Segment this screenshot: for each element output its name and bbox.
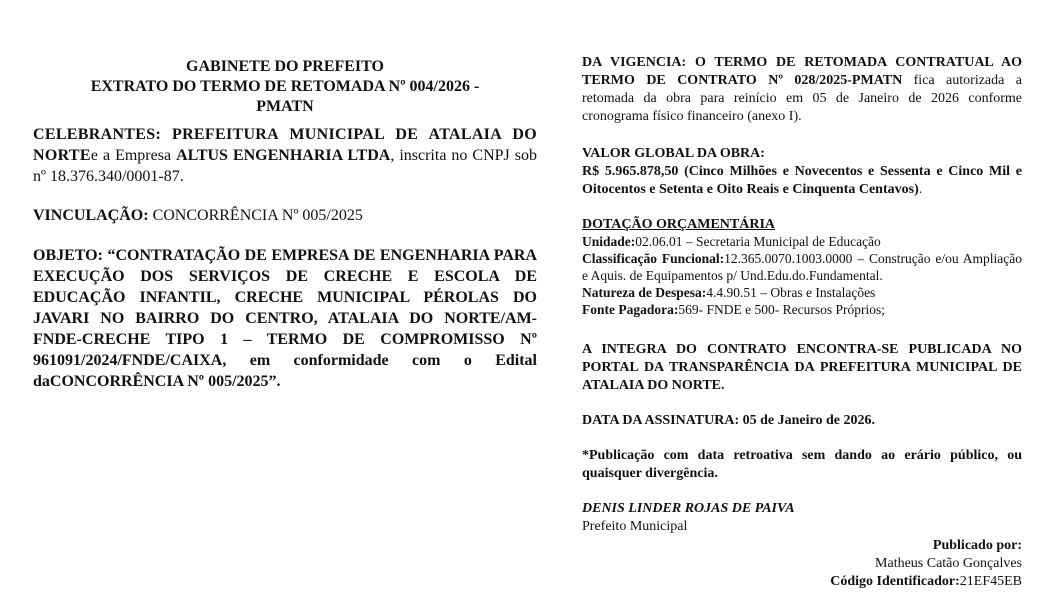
dotacao-unidade — [582, 233, 1022, 250]
vinculacao-paragraph — [33, 205, 537, 226]
celebrantes-paragraph — [33, 124, 537, 187]
vinculacao-value: CONCORRÊNCIA Nº 005/2025 — [148, 207, 363, 224]
fonte-label: Fonte Pagadora: — [582, 302, 679, 317]
unidade-value: 02.06.01 – Secretaria Municipal de Educação — [635, 234, 881, 249]
code-value: 21EF45EB — [959, 574, 1022, 589]
published-block — [582, 537, 1022, 591]
dotacao-title: DOTAÇÃO ORÇAMENTÁRIA — [582, 217, 776, 232]
signatory-role: Prefeito Municipal — [582, 519, 688, 534]
objeto-text: “CONTRATAÇÃO DE EMPRESA DE ENGENHARIA PARA EXECUÇÃO DOS SERVIÇOS DE CRECHE E ESCOLA DE EDUCAÇÃO INFANTIL, CRECHE MUNICIPAL PÉROLAS DO JAVARI NO BAIRRO DO CENTRO, ATALAIA DO NORTE/AM-FNDE-CRECHE TIPO 1 – TERMO DE COMPROMISSO Nº 961091/2024/FNDE/CAIXA, em conformidade com o Edital daCONCORRÊNCIA Nº 005/2025”. — [33, 247, 537, 390]
unidade-label: Unidade: — [582, 234, 636, 249]
vigencia-text: fica autorizada a retomada da obra para reinício em 05 de Janeiro de 2026 conforme cronograma físico financeiro (anexo I). — [582, 73, 1022, 124]
dotacao-natureza — [582, 284, 1022, 301]
valor-end: . — [918, 182, 923, 197]
objeto-paragraph — [33, 245, 537, 392]
celebrantes-party1: PREFEITURA MUNICIPAL DE ATALAIA DO NORTE — [33, 126, 537, 164]
nota-paragraph: *Publicação com data retroativa sem dando ao erário público, ou quaisquer divergência. — [582, 448, 1022, 481]
document-title: EXTRATO DO TERMO DE RETOMADA Nº 004/2026 - — [90, 78, 480, 95]
objeto-label: OBJETO: — [33, 247, 103, 264]
natureza-label: Natureza de Despesa: — [582, 285, 707, 300]
published-name: Matheus Catão Gonçalves — [875, 556, 1022, 571]
dotacao-section — [582, 216, 1022, 318]
natureza-value: 4.4.90.51 – Obras e Instalações — [706, 285, 876, 300]
celebrantes-connector: e a Empresa — [90, 147, 172, 164]
classificacao-value: 12.365.0070.1003.0000 – Construção e/ou Ampliação e Aquis. de Equipamentos p/ Und.Edu.do.Fundamental. — [582, 251, 1022, 283]
office-heading: GABINETE DO PREFEITO — [186, 58, 384, 75]
classificacao-label: Classificação Funcional: — [582, 251, 725, 266]
signatory-name: DENIS LINDER ROJAS DE PAIVA — [582, 501, 795, 516]
celebrantes-label: CELEBRANTES: — [33, 126, 162, 143]
signature-block — [582, 500, 1022, 536]
integra-paragraph: A INTEGRA DO CONTRATO ENCONTRA-SE PUBLICADA NO PORTAL DA TRANSPARÊNCIA DA PREFEITURA MUNICIPAL DE ATALAIA DO NORTE. — [582, 342, 1022, 393]
valor-label: VALOR GLOBAL DA OBRA: — [582, 146, 765, 161]
published-label: Publicado por: — [932, 538, 1022, 553]
vinculacao-label: VINCULAÇÃO: — [33, 207, 149, 224]
vigencia-paragraph — [582, 54, 1022, 126]
published-code — [582, 573, 1022, 591]
assinatura-paragraph: DATA DA ASSINATURA: 05 de Janeiro de 2026. — [582, 413, 875, 428]
valor-text: R$ 5.965.878,50 (Cinco Milhões e Novecentos e Sessenta e Cinco Mil e Oitocentos e Setenta e Oito Reais e Cinquenta Centavos) — [582, 164, 1022, 197]
code-label: Código Identificador: — [830, 574, 960, 589]
dotacao-fonte — [582, 301, 1022, 318]
fonte-value: 569- FNDE e 500- Recursos Próprios; — [678, 302, 885, 317]
celebrantes-party2: ALTUS ENGENHARIA LTDA — [176, 147, 391, 164]
celebrantes-tail: , inscrita no CNPJ sob nº 18.376.340/0001-87. — [33, 147, 538, 185]
vigencia-label: DA VIGENCIA: O TERMO DE RETOMADA CONTRATUAL AO TERMO DE CONTRATO Nº 028/2025-PMATN — [582, 55, 1022, 88]
document-title-cont: PMATN — [256, 98, 314, 115]
valor-paragraph — [582, 145, 1022, 199]
dotacao-classificacao — [582, 250, 1022, 284]
document-header — [33, 57, 537, 117]
